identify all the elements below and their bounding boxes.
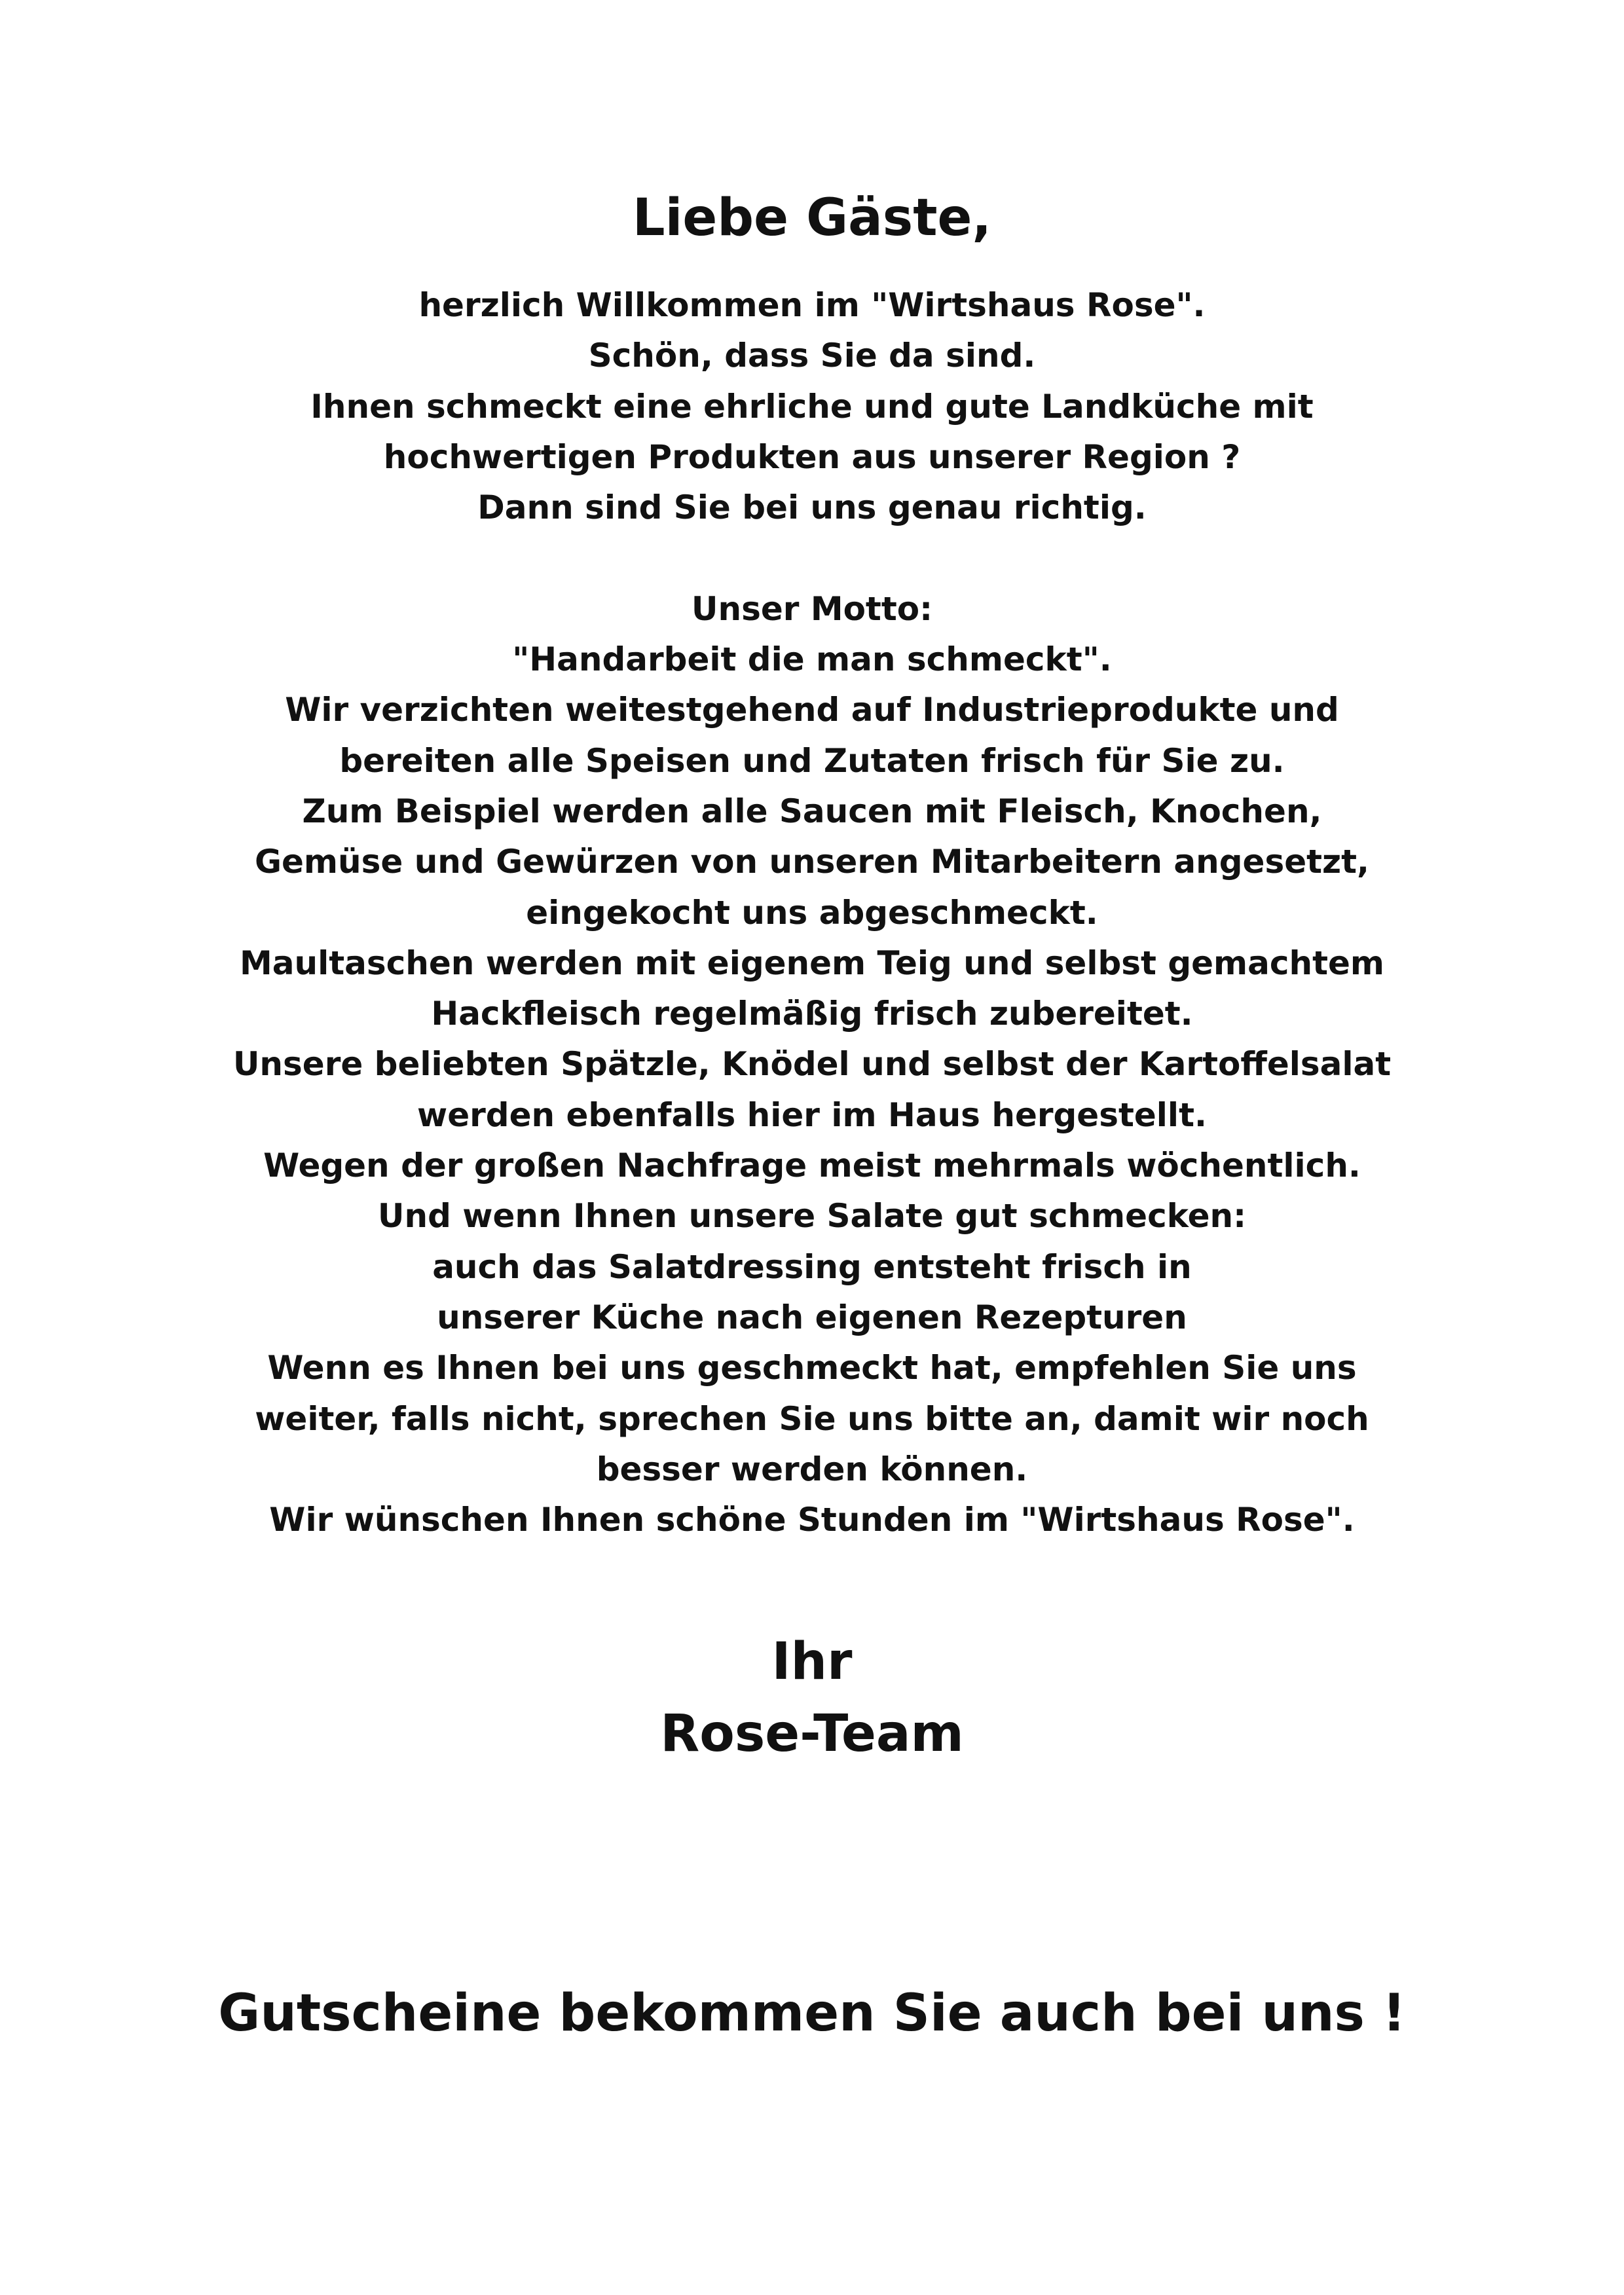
body-line: Unsere beliebten Spätzle, Knödel und selbst der Kartoffelsalat [232,1045,1392,1084]
body-line: weiter, falls nicht, sprechen Sie uns bitte an, damit wir noch [255,1399,1369,1438]
signature-block [0,1626,1624,1770]
body-line: Gemüse und Gewürzen von unseren Mitarbeitern angesetzt, [254,843,1370,881]
intro-line: herzlich Willkommen im "Wirtshaus Rose". [418,286,1206,324]
body-line: Hackfleisch regelmäßig frisch zubereitet. [431,995,1193,1033]
body-line: Wenn es Ihnen bei uns geschmeckt hat, empfehlen Sie uns [267,1349,1357,1387]
body-line: unserer Küche nach eigenen Rezepturen [437,1298,1187,1336]
paragraph-spacer [131,533,1493,583]
intro-line: hochwertigen Produkten aus unserer Region ? [383,437,1241,476]
body-line: Zum Beispiel werden alle Saucen mit Fleisch, Knochen, [302,792,1322,830]
body-line: Maultaschen werden mit eigenem Teig und selbst gemachtem [239,944,1385,982]
body-line: "Handarbeit die man schmeckt". [512,640,1112,679]
greeting-heading: Liebe Gäste, [632,189,992,248]
body-line: Unser Motto: [691,589,933,628]
body-line: eingekocht uns abgeschmeckt. [526,893,1098,932]
body-line: besser werden können. [596,1450,1028,1488]
body-line: Wir wünschen Ihnen schöne Stunden im "Wirtshaus Rose". [269,1501,1355,1539]
body-line: Wegen der großen Nachfrage meist mehrmals wöchentlich. [263,1147,1361,1185]
signature-line: Ihr [771,1632,853,1691]
letter-body [131,280,1493,1545]
body-line: auch das Salatdressing entsteht frisch in [432,1247,1192,1286]
body-line: Wir verzichten weitestgehend auf Industrieprodukte und [285,691,1339,729]
body-line: bereiten alle Speisen und Zutaten frisch für Sie zu. [339,741,1285,780]
voucher-notice: Gutscheine bekommen Sie auch bei uns ! [218,1984,1406,2043]
body-line: werden ebenfalls hier im Haus hergestellt. [417,1095,1207,1134]
body-line: Und wenn Ihnen unsere Salate gut schmecken: [377,1197,1247,1236]
intro-line: Ihnen schmeckt eine ehrliche und gute Landküche mit [310,387,1314,426]
intro-line: Schön, dass Sie da sind. [588,337,1036,375]
signature-name: Rose-Team [660,1704,964,1763]
intro-line: Dann sind Sie bei uns genau richtig. [477,488,1147,527]
